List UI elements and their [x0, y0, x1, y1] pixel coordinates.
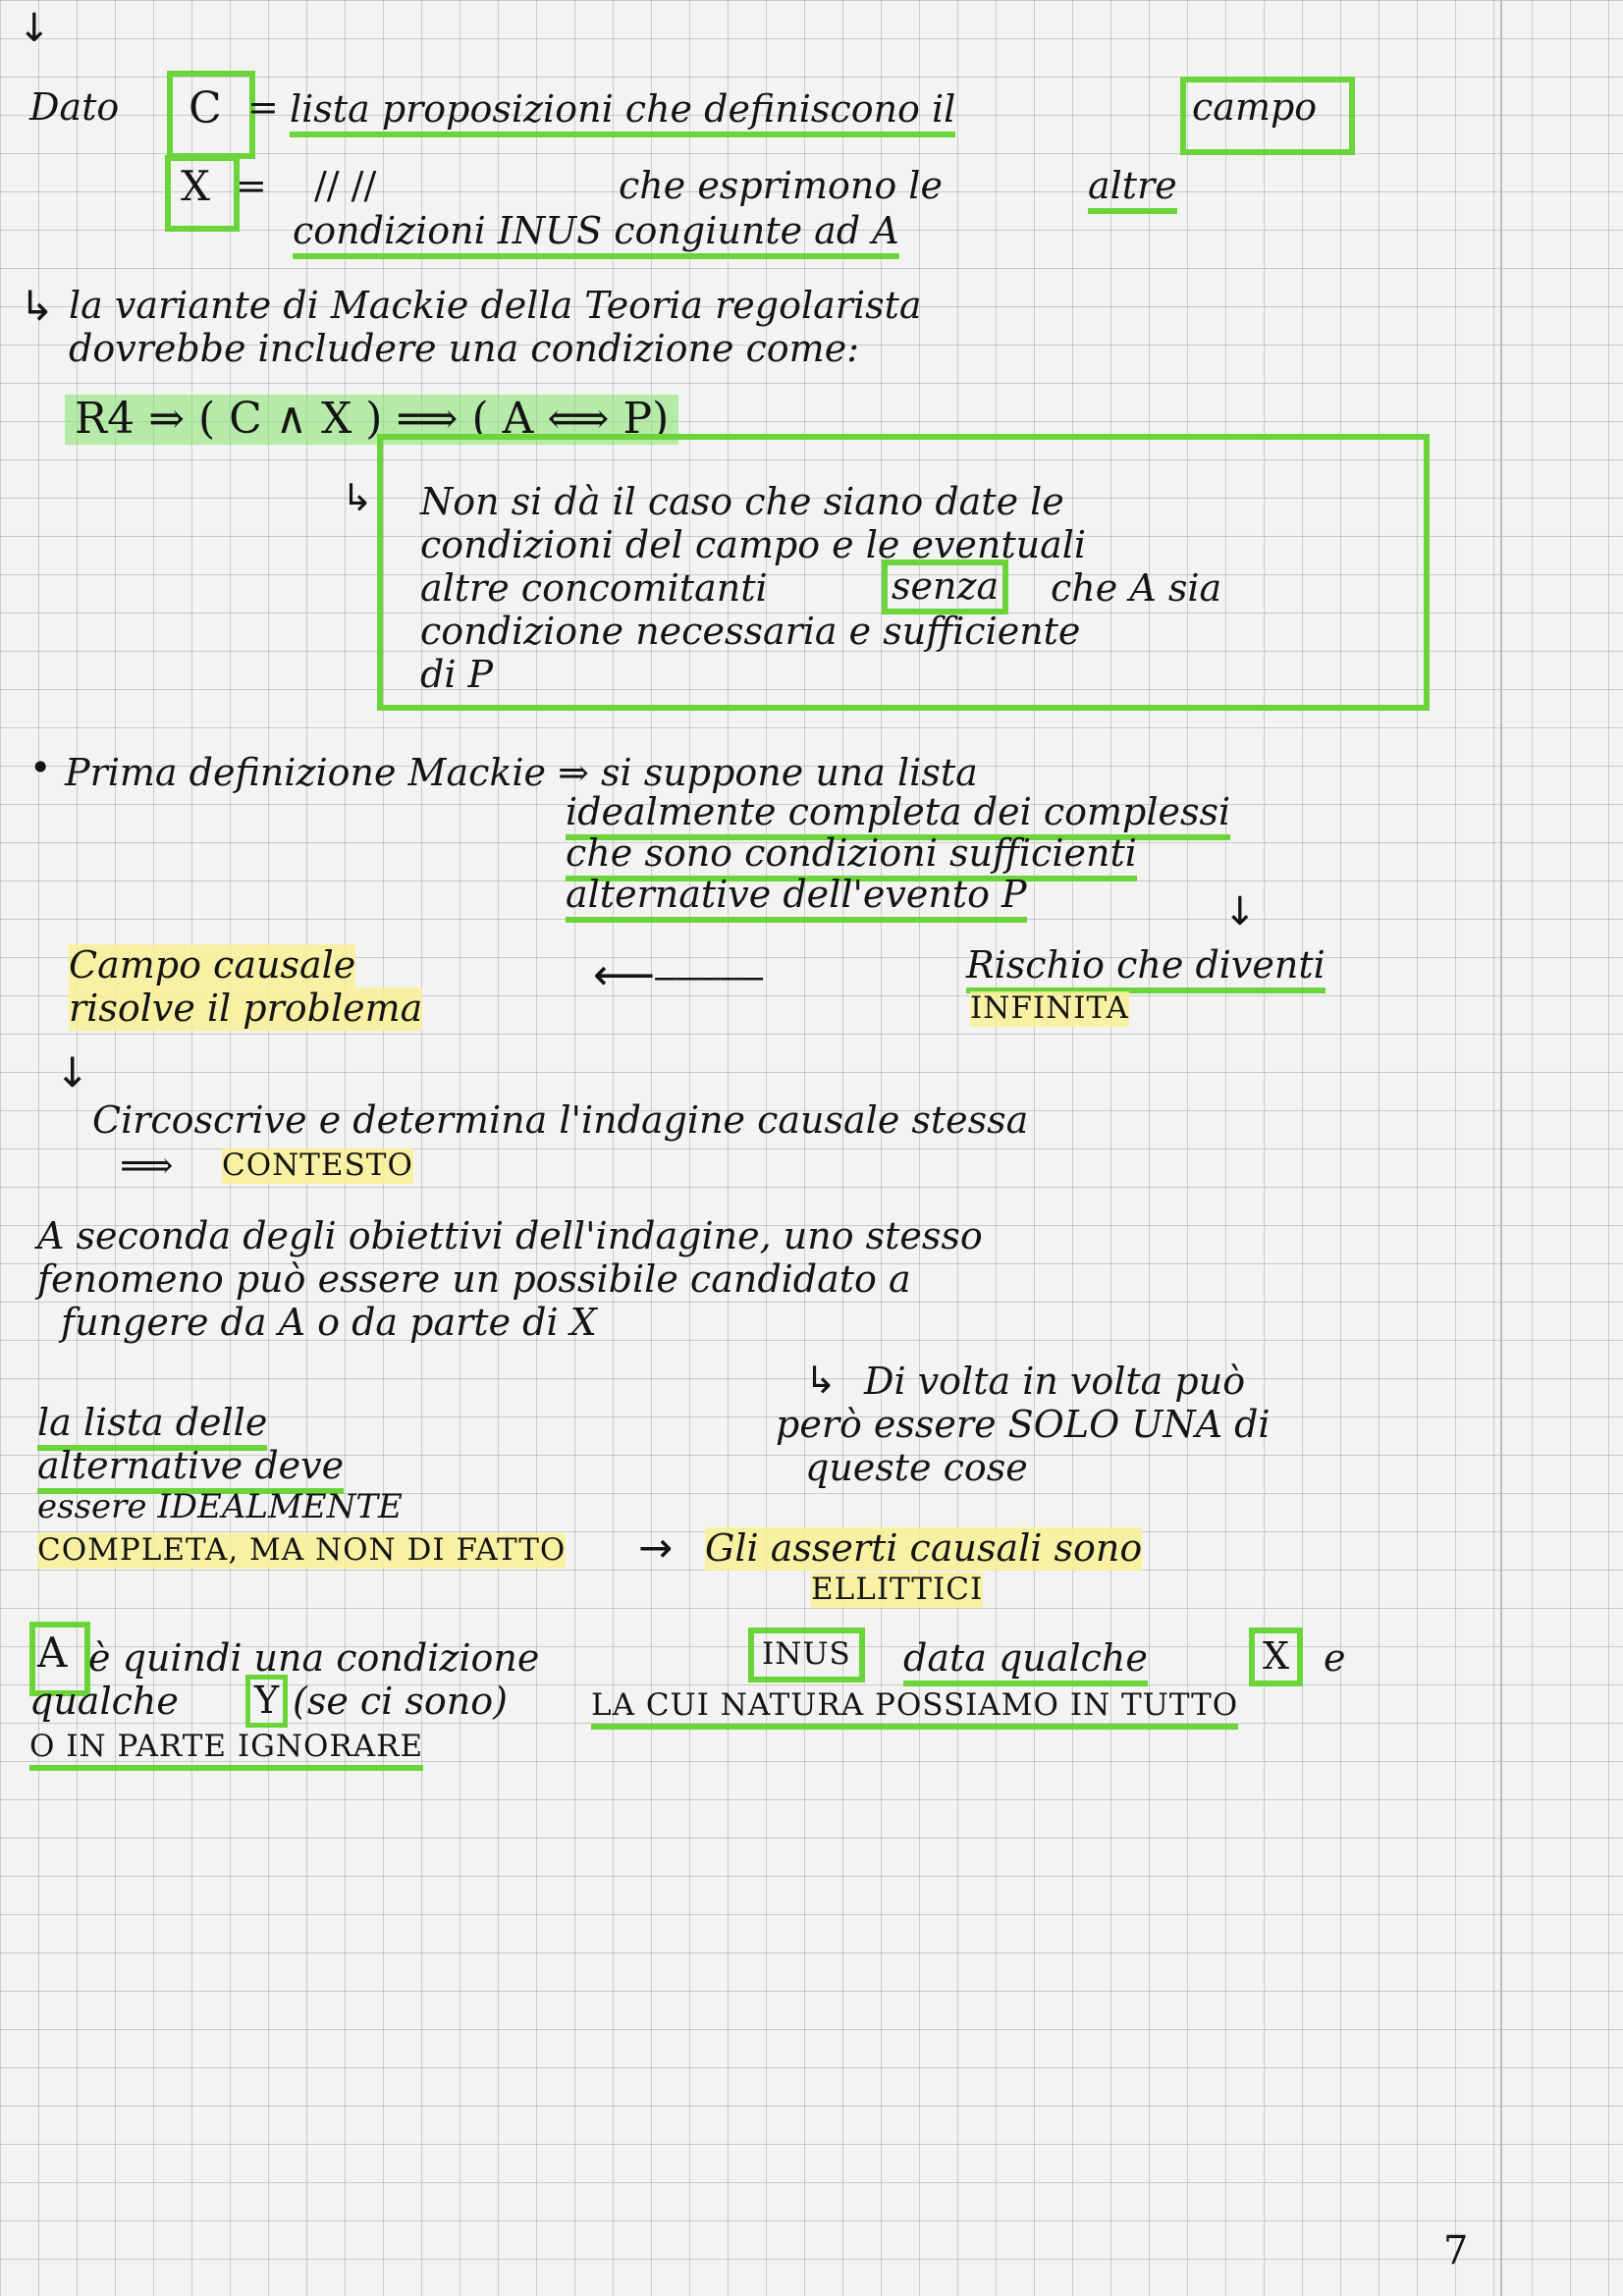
down-arrow: ↓ — [55, 1048, 90, 1096]
a-symbol: A — [37, 1629, 68, 1677]
right-arrow: → — [638, 1523, 674, 1572]
mackie-line-3: che sono condizioni sufficienti — [566, 832, 1137, 881]
page-number: 7 — [1443, 2228, 1469, 2273]
lista-line-1: la lista delle — [37, 1402, 267, 1451]
y-final-box: Y — [245, 1675, 288, 1728]
lista-line-4: COMPLETA, MA NON DI FATTO — [37, 1532, 567, 1568]
box-line-3a: altre concomitanti — [420, 566, 768, 610]
top-arrow: ↓ — [18, 6, 51, 51]
formula-r4: R4 ⇒ ( C ∧ X ) ⟹ ( A ⟺ P) — [65, 395, 678, 445]
box-line-2: condizioni del campo e le eventuali — [420, 523, 1087, 566]
contesto-word: CONTESTO — [222, 1148, 413, 1183]
circoscrive-text: Circoscrive e determina l'indagine causale stessa — [92, 1098, 1029, 1142]
box-line-3c: che A sia — [1051, 566, 1222, 610]
senza-word: senza — [882, 560, 1008, 614]
c-equals: = — [247, 85, 279, 129]
left-arrow: ⟵⎯⎯⎯⎯⎯ — [593, 950, 764, 1000]
contesto-arrow: ⟹ — [120, 1144, 174, 1187]
bullet: • — [29, 746, 52, 789]
seconda-line-1: A seconda degli obiettivi dell'indagine, uno stesso — [37, 1214, 983, 1257]
lista-line-3: essere IDEALMENTE — [37, 1487, 403, 1526]
campo-causale: Campo causale — [69, 943, 356, 987]
box-arrow: ↳ — [342, 476, 373, 519]
ditto-marks: // // — [314, 164, 377, 207]
c-definition: lista proposizioni che definiscono il — [290, 88, 955, 137]
c-symbol: C — [189, 83, 222, 133]
campo-word: campo — [1192, 85, 1318, 129]
inus-line-1b: data qualche — [903, 1637, 1148, 1686]
mackie-line-4: alternative dell'evento P — [566, 874, 1027, 923]
x-final-box: X — [1249, 1628, 1303, 1686]
ellittici-word: ELLITTICI — [811, 1572, 984, 1607]
inus-line-2c: LA CUI NATURA POSSIAMO IN TUTTO — [591, 1688, 1238, 1730]
mackie-line-2: idealmente completa dei complessi — [566, 791, 1230, 840]
volta-arrow: ↳ — [805, 1359, 837, 1402]
variante-text: la variante di Mackie della Teoria regolarista — [69, 284, 922, 327]
rischio-text: Rischio che diventi — [966, 944, 1325, 993]
inus-line-1a: è quindi una condizione — [88, 1636, 540, 1680]
inus-line-3: O IN PARTE IGNORARE — [29, 1730, 423, 1771]
x-symbol: X — [181, 162, 210, 210]
x-equals: = — [236, 164, 267, 207]
down-arrow-p: ↓ — [1223, 889, 1257, 934]
seconda-line-3: fungere da A o da parte di X — [61, 1301, 597, 1344]
lista-line-2: alternative deve — [37, 1445, 344, 1494]
asserti-text: Gli asserti causali sono — [705, 1526, 1143, 1570]
box-line-5: di P — [420, 653, 494, 696]
inus-box: INUS — [748, 1628, 865, 1682]
volta-line-2: però essere SOLO UNA di — [776, 1403, 1271, 1446]
hook-arrow: ↳ — [20, 282, 55, 330]
condizioni-inus: condizioni INUS congiunte ad A — [293, 210, 899, 259]
seconda-line-2: fenomeno può essere un possibile candidato a — [37, 1257, 911, 1301]
box-line-4: condizione necessaria e sufficiente — [420, 610, 1081, 653]
includere-text: dovrebbe includere una condizione come: — [69, 327, 859, 370]
volta-line-3: queste cose — [805, 1446, 1028, 1489]
risolve-problema: risolve il problema — [69, 987, 423, 1030]
altre-word: altre — [1088, 165, 1177, 214]
volta-line-1: Di volta in volta può — [864, 1360, 1246, 1403]
box-line-1: Non si dà il caso che siano date le — [420, 480, 1064, 523]
inus-line-1c: e — [1324, 1636, 1346, 1680]
mackie-line-1: Prima definizione Mackie ⇒ si suppone una lista — [65, 751, 978, 794]
infinita-word: INFINITA — [970, 990, 1129, 1026]
margin-line — [1500, 0, 1502, 2296]
inus-line-2a: qualche — [29, 1680, 179, 1723]
dato-label: Dato — [29, 85, 120, 129]
inus-line-2b: (se ci sono) — [293, 1680, 508, 1723]
x-definition: che esprimono le — [619, 164, 943, 207]
